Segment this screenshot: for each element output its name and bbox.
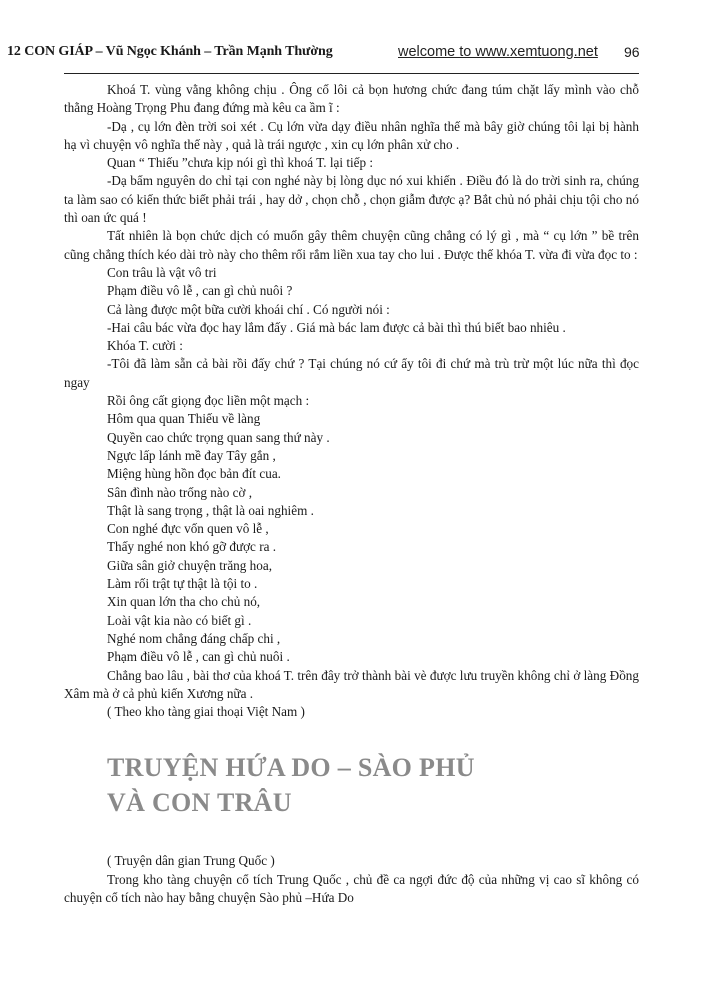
- verse-line: Phạm điều vô lễ , can gì chủ nuôi .: [107, 649, 290, 665]
- paragraph: Rồi ông cất giọng đọc liền một mạch :: [107, 393, 310, 409]
- paragraph: ( Theo kho tàng giai thoại Việt Nam ): [107, 704, 305, 720]
- verse-line: Làm rối trật tự thật là tội to .: [107, 576, 258, 592]
- page-number: 96: [624, 44, 640, 60]
- paragraph: -Dạ , cụ lớn đèn trời soi xét . Cụ lớn vừa dạy điều nhân nghĩa thế mà bây giờ chúng tôi lại bị hành hạ vì chuyện vô nghĩa thế này , quả là trái ngược , xin cụ lớn phân xử cho .: [64, 118, 639, 152]
- paragraph: -Dạ bẩm nguyên do chỉ tại con nghé này bị lòng dục nó xui khiến . Điều đó là do trời sinh ra, chúng ta làm sao có kiến thức biết phải trái , hay dở , chọn chỗ , chọn giẫm được ạ? Bắt chủ nó phải chịu tội cho nó thì oan ức quá !: [64, 173, 639, 226]
- page-body: [64, 81, 639, 907]
- section-title-line: TRUYỆN HỨA DO – SÀO PHỦ: [107, 753, 475, 783]
- verse-line: Sân đình nào trống nào cờ ,: [107, 484, 253, 500]
- verse-line: Con trâu là vật vô tri: [107, 264, 217, 280]
- verse-line: Miệng hùng hồn đọc bản đít cua.: [107, 466, 281, 482]
- verse-line: Con nghé đực vốn quen vô lễ ,: [107, 521, 269, 537]
- verse-line: Hôm qua quan Thiếu về làng: [107, 411, 261, 427]
- paragraph: Khóa T. cười :: [107, 338, 183, 354]
- verse-line: Thật là sang trọng , thật là oai nghiêm .: [107, 502, 314, 518]
- paragraph: -Hai câu bác vừa đọc hay lắm đấy . Giá mà bác lam được cả bài thì thú biết bao nhiêu .: [107, 319, 566, 335]
- paragraph: Khoá T. vùng vằng không chịu . Ông cố lôi cả bọn hương chức đang túm chặt lấy mình vào chỗ thằng Hoàng Trọng Phu đang đứng mà kêu ca ầm ĩ :: [64, 82, 639, 116]
- verse-line: Phạm điều vô lễ , can gì chủ nuôi ?: [107, 283, 293, 299]
- header-rule: [64, 73, 639, 74]
- page-header: [0, 44, 702, 64]
- verse-line: Loài vật kia nào có biết gì .: [107, 612, 252, 628]
- website-link[interactable]: welcome to www.xemtuong.net: [398, 44, 598, 60]
- verse-line: Giữa sân giở chuyện trăng hoa,: [107, 557, 272, 573]
- paragraph: ( Truyện dân gian Trung Quốc ): [107, 853, 275, 869]
- section-title-line: VÀ CON TRÂU: [107, 788, 292, 818]
- section-title: [64, 750, 639, 820]
- paragraph: Tất nhiên là bọn chức dịch có muốn gây thêm chuyện cũng chẳng có lý gì , mà “ cụ lớn ” bề trên cũng chẳng thích kéo dài trò này cho thêm rối rắm liền xua tay cho lui . Được thế khóa T. vừa đi vừa đọc to :: [64, 228, 639, 262]
- book-title: 12 CON GIÁP – Vũ Ngọc Khánh – Trần Mạnh Thường: [7, 44, 333, 59]
- verse-line: Xin quan lớn tha cho chủ nó,: [107, 594, 261, 610]
- verse-line: Quyền cao chức trọng quan sang thứ này .: [107, 429, 330, 445]
- paragraph: -Tôi đã làm sẵn cả bài rồi đấy chứ ? Tại chúng nó cứ ẩy tôi đi chứ mà trù trừ một lúc nữa thì đọc ngay: [64, 356, 639, 390]
- verse-line: Thấy nghé non khó gỡ được ra .: [107, 539, 277, 555]
- paragraph: Trong kho tàng chuyện cổ tích Trung Quốc , chủ đề ca ngợi đức độ của những vị cao sĩ không có chuyện cổ tích nào hay bằng chuyện Sào phủ –Hứa Do: [64, 871, 639, 905]
- verse-line: Ngực lấp lánh mề đay Tây gắn ,: [107, 447, 276, 463]
- paragraph: Cả làng được một bữa cười khoái chí . Có người nói :: [107, 301, 390, 317]
- verse-line: Nghé nom chẳng đáng chấp chi ,: [107, 630, 281, 646]
- paragraph: Chẳng bao lâu , bài thơ của khoá T. trên đây trở thành bài vè được lưu truyền không chỉ ở làng Đồng Xâm mà ở cả phủ kiến Xương nữa .: [64, 667, 639, 701]
- paragraph: Quan “ Thiếu ”chưa kịp nói gì thì khoá T. lại tiếp :: [107, 155, 374, 171]
